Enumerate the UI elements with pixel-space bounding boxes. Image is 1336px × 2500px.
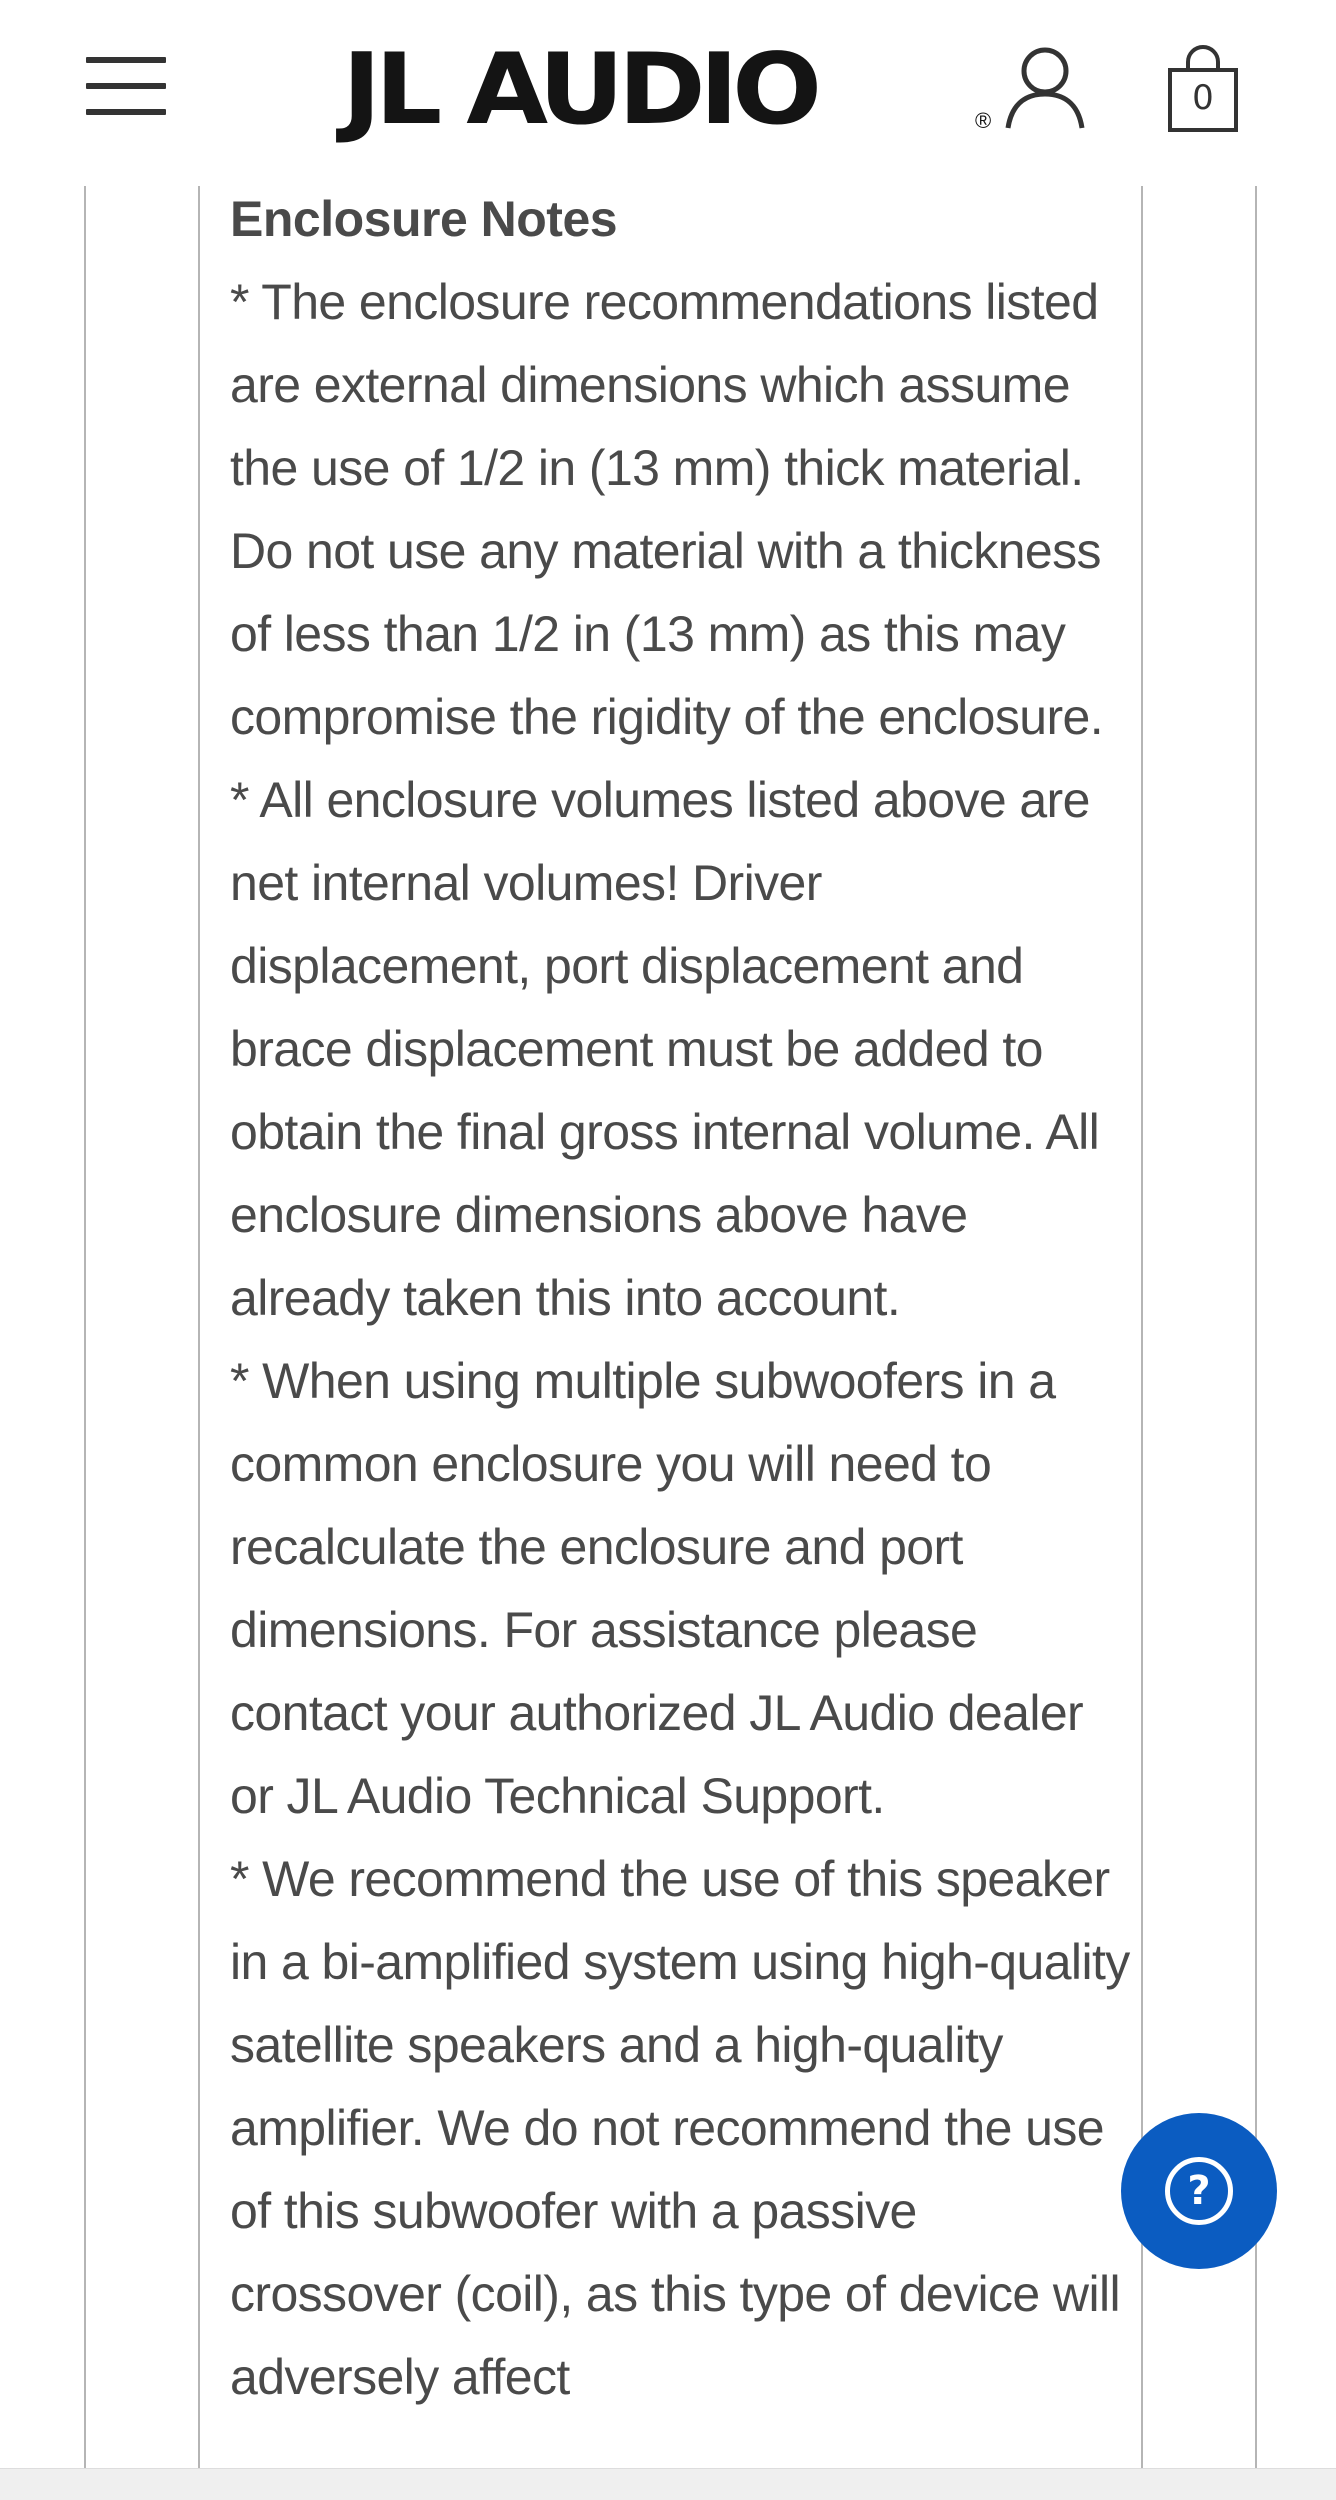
cart-icon[interactable] — [1166, 42, 1240, 134]
frame-line-left-outer — [84, 186, 86, 2476]
brand-logo[interactable] — [342, 33, 1002, 147]
enclosure-note-4: * We recommend the use of this speaker in a bi-amplified system using high-quality satellite speakers and a high-quality amplifier. We do not recommend the use of this subwoofer with a passive crossover (coil), as this type of device will adversely affect — [230, 1851, 1130, 2405]
enclosure-notes-section — [230, 178, 1130, 2419]
enclosure-note-1: * The enclosure recommendations listed are external dimensions which assume the use of 1/2 in (13 mm) thick material. Do not use any material with a thickness of less than 1/2 in (13 mm) as this may compromise the rigidity of the enclosure. — [230, 274, 1104, 745]
frame-line-right-outer — [1255, 186, 1257, 2476]
registered-mark: ® — [975, 108, 992, 133]
site-header — [0, 0, 1336, 186]
enclosure-notes-title: Enclosure Notes — [230, 191, 618, 247]
cart-count-badge: 0 — [1192, 78, 1214, 118]
help-question-icon: ? — [1165, 2157, 1233, 2225]
account-icon[interactable] — [1004, 46, 1086, 130]
help-button[interactable] — [1121, 2113, 1277, 2269]
frame-line-left-inner — [198, 186, 200, 2476]
enclosure-note-3: * When using multiple subwoofers in a common enclosure you will need to recalculate the enclosure and port dimensions. For assistance please contact your authorized JL Audio dealer or JL Audio Technical Support. — [230, 1353, 1084, 1824]
frame-line-right-inner — [1141, 186, 1143, 2476]
hamburger-menu-icon[interactable] — [86, 54, 166, 118]
enclosure-note-2: * All enclosure volumes listed above are net internal volumes! Driver displacement, port displacement and brace displacement must be added to obtain the final gross internal volume. All enclosure dimensions above have already taken this into account. — [230, 772, 1100, 1326]
brand-logo-text: JL AUDIO — [342, 33, 816, 147]
browser-bottom-bar — [0, 2468, 1336, 2500]
